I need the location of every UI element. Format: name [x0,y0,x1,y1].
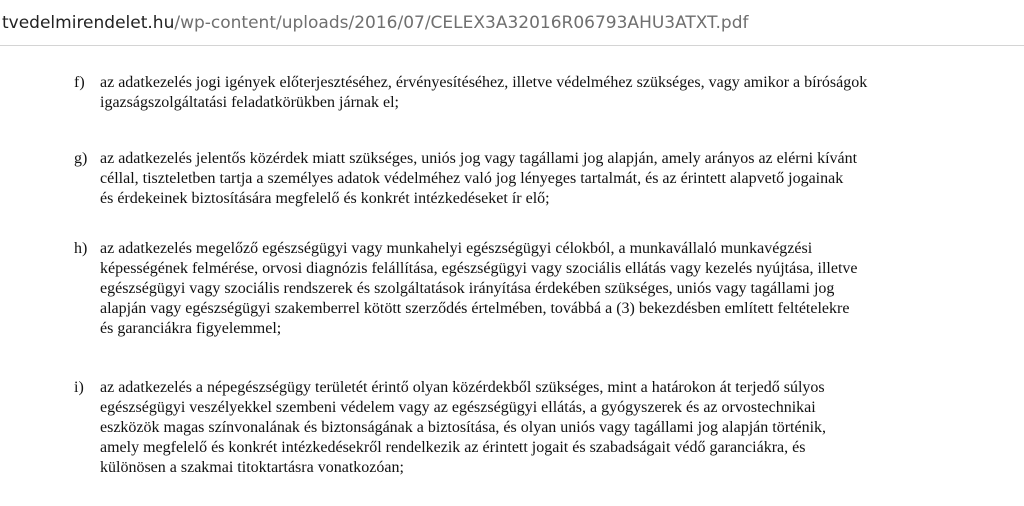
text-line: céllal, tiszteletben tartja a személyes adatok védelméhez való jog lényeges tartalmát, és az érintett alapvető jogainak [100,170,844,187]
item-label: h) [74,240,88,257]
item-label: g) [74,150,88,167]
list-item-i [74,378,1002,478]
pdf-document-page [0,46,1024,506]
item-text [100,149,1002,209]
text-line: amely megfelelő és konkrét intézkedésekről rendelkezik az érintett jogait és szabadságait védő garanciákra, és [100,439,806,456]
text-line: és érdekeinek biztosítására megfelelő és konkrét intézkedéseket ír elő; [100,190,550,207]
text-line: az adatkezelés a népegészségügy területét érintő olyan közérdekből szükséges, mint a határokon át terjedő súlyos [100,379,825,396]
text-line: eszközök magas színvonalának és biztonságának a biztosítása, és olyan uniós vagy tagállami jog alapján történik, [100,419,827,436]
item-label: i) [74,379,84,396]
list-item-f [74,73,1002,113]
address-bar[interactable] [0,0,1024,46]
text-line: igazságszolgáltatási feladatkörükben járnak el; [100,94,399,111]
text-line: az adatkezelés jogi igények előterjesztéséhez, érvényesítéséhez, illetve védelméhez szükséges, vagy amikor a bíróságok [100,74,868,91]
text-line: egészségügyi veszélyekkel szembeni védelem vagy az egészségügyi ellátás, a gyógyszerek és az orvostechnikai [100,399,816,416]
text-line: alapján vagy egészségügyi szakemberrel kötött szerződés értelmében, továbbá a (3) bekezdésben említett feltételekre [100,300,850,317]
item-text [100,73,1002,113]
item-label: f) [74,74,85,91]
list-item-h [74,239,1002,339]
text-line: képességének felmérése, orvosi diagnózis felállítása, egészségügyi vagy szociális ellátás vagy kezelés nyújtása, illetve [100,260,858,277]
text-line: az adatkezelés jelentős közérdek miatt szükséges, uniós jog vagy tagállami jog alapján, amely arányos az elérni kívánt [100,150,858,167]
text-line: különösen a szakmai titoktartásra vonatkozóan; [100,459,404,476]
item-text [100,378,1002,478]
url-path[interactable]: /wp-content/uploads/2016/07/CELEX3A32016R06793AHU3ATXT.pdf [174,12,749,33]
text-line: egészségügyi vagy szociális rendszerek és szolgáltatások irányítása érdekében szükséges, uniós vagy tagállami jog [100,280,835,297]
item-text [100,239,1002,339]
text-line: az adatkezelés megelőző egészségügyi vagy munkahelyi egészségügyi célokból, a munkavállaló munkavégzési [100,240,813,257]
text-line: és garanciákra figyelemmel; [100,320,282,337]
url-host[interactable]: tvedelmirendelet.hu [2,12,175,33]
list-item-g [74,149,1002,209]
